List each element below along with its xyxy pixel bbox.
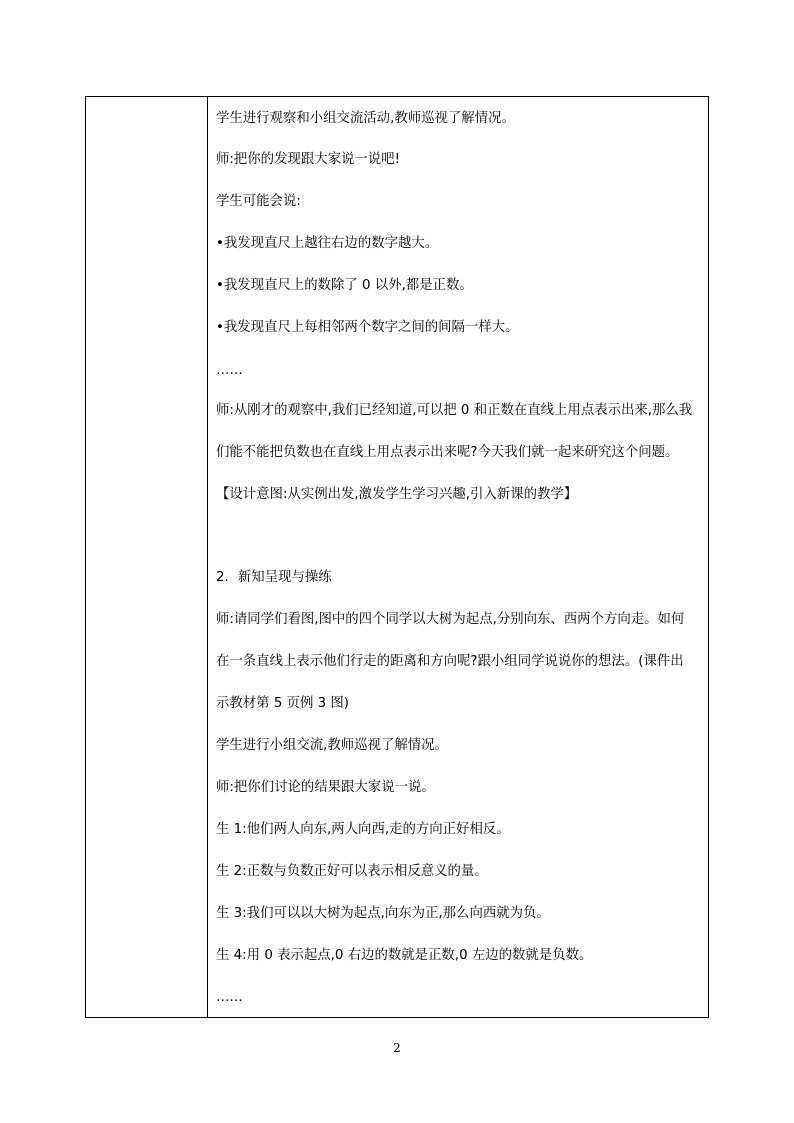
- text-line: 生 1:他们两人向东,两人向西,走的方向正好相反。: [216, 822, 510, 837]
- text-line: ……: [216, 990, 243, 1005]
- text-line: 生 2:正数与负数正好可以表示相反意义的量。: [216, 864, 488, 879]
- text-line: 学生可能会说:: [216, 194, 301, 209]
- text-line: 们能不能把负数也在直线上用点表示出来呢?今天我们就一起来研究这个问题。: [216, 445, 679, 460]
- text-line: •我发现直尺上的数除了 0 以外,都是正数。: [216, 278, 473, 293]
- text-line: 生 4:用 0 表示起点,0 右边的数就是正数,0 左边的数就是负数。: [216, 948, 593, 963]
- text-line: •我发现直尺上越往右边的数字越大。: [216, 236, 439, 251]
- text-line: 师:把你的发现跟大家说一说吧!: [216, 152, 400, 167]
- text-line: ……: [216, 363, 243, 378]
- text-line: 师:从刚才的观察中,我们已经知道,可以把 0 和正数在直线上用点表示出来,那么我: [216, 403, 693, 418]
- design-intent-note: 【设计意图:从实例出发,激发学生学习兴趣,引入新课的教学】: [216, 487, 578, 502]
- table-right-cell: [208, 97, 708, 1017]
- section-heading: 2．新知呈现与操练: [216, 570, 332, 585]
- text-line: 在一条直线上表示他们行走的距离和方向呢?跟小组同学说说你的想法。(课件出: [216, 654, 684, 669]
- text-line: 学生进行小组交流,教师巡视了解情况。: [216, 738, 448, 753]
- text-line: 学生进行观察和小组交流活动,教师巡视了解情况。: [216, 111, 515, 126]
- table-left-cell: [86, 97, 208, 1017]
- page-number: 2: [393, 1041, 401, 1055]
- text-line: 师:把你们讨论的结果跟大家说一说。: [216, 780, 435, 795]
- text-line: •我发现直尺上每相邻两个数字之间的间隔一样大。: [216, 320, 519, 335]
- text-line: 生 3:我们可以以大树为起点,向东为正,那么向西就为负。: [216, 906, 550, 921]
- text-line: 示教材第 5 页例 3 图): [216, 696, 350, 711]
- content-table: [85, 96, 709, 1018]
- text-line: 师:请同学们看图,图中的四个同学以大树为起点,分别向东、西两个方向走。如何: [216, 612, 685, 627]
